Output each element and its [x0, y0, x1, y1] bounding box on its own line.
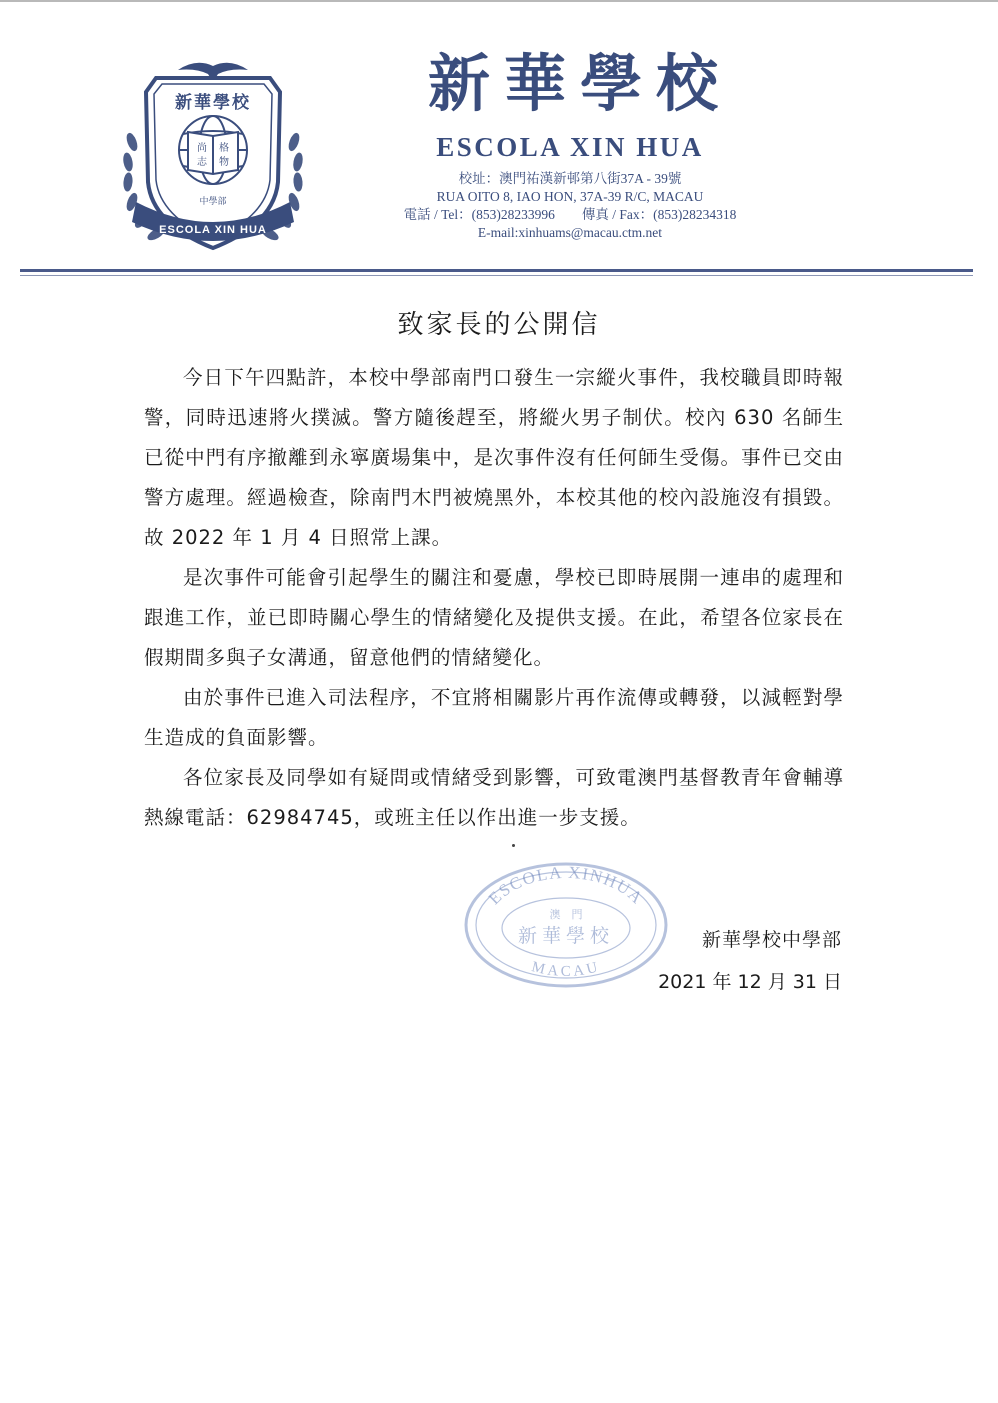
- seal-center-small: 澳 門: [549, 908, 583, 921]
- paragraph-4: 各位家長及同學如有疑問或情緒受到影響，可致電澳門基督教青年會輔導熱線電話：62984745，或班主任以作出進一步支援。: [144, 766, 844, 829]
- top-edge-line: [0, 0, 998, 2]
- stray-dot: [512, 844, 515, 847]
- address-chinese: 校址：澳門祐漢新邨第八街37A - 39號: [458, 171, 682, 186]
- seal-bottom-text: MACAU: [529, 959, 603, 980]
- letter-date: 2021 年 12 月 31 日: [658, 971, 842, 993]
- phone-fax: 電話 / Tel：(853)28233996 傳真 / Fax：(853)28234318: [403, 207, 737, 222]
- school-name-chinese: 新華學校: [427, 47, 732, 120]
- book-char-3: 格: [219, 143, 229, 154]
- header-divider-thin: [20, 275, 973, 276]
- email-address: E-mail:xinhuams@macau.ctm.net: [477, 225, 663, 240]
- book-char-1: 尚: [197, 143, 207, 154]
- school-crest-logo: [118, 52, 308, 256]
- crest-name-zh: 新華學校: [175, 93, 251, 113]
- address-portuguese: RUA OITO 8, IAO HON, 37A-39 R/C, MACAU: [436, 189, 704, 204]
- svg-text:ESCOLA XINHUA: [485, 863, 648, 908]
- signature-school-division: 新華學校中學部: [701, 929, 842, 951]
- book-char-2: 志: [197, 157, 207, 168]
- letter-body: [144, 358, 844, 838]
- book-icon: [188, 132, 238, 174]
- header-divider-thick: [20, 269, 973, 272]
- crest-division: 中學部: [199, 197, 227, 207]
- svg-text:MACAU: [530, 959, 602, 980]
- book-char-4: 物: [219, 157, 229, 168]
- school-name-portuguese: ESCOLA XIN HUA: [436, 132, 704, 162]
- letter-title: 致家長的公開信: [397, 310, 601, 340]
- paragraph-1: 今日下午四點許，本校中學部南門口發生一宗縱火事件，我校職員即時報警，同時迅速將火撲滅。警方隨後趕至，將縱火男子制伏。校內 630 名師生已從中門有序撤離到永寧廣場集中，是次事件沒有任何師生受傷。事件已交由警方處理。經過檢查，除南門木門被燒黑外，本校其他的校內設施沒有損毀。故 2022 年 1 月 4 日照常上課。: [144, 366, 844, 549]
- paragraph-3: 由於事件已進入司法程序，不宜將相關影片再作流傳或轉發，以減輕對學生造成的負面影響。: [144, 686, 844, 749]
- paragraph-2: 是次事件可能會引起學生的關注和憂慮，學校已即時展開一連串的處理和跟進工作，並已即時關心學生的情緒變化及提供支援。在此，希望各位家長在假期間多與子女溝通，留意他們的情緒變化。: [144, 566, 844, 669]
- crest-ribbon-text: ESCOLA XIN HUA: [159, 224, 267, 236]
- seal-top-text: ESCOLA XINHUA: [484, 862, 648, 909]
- seal-center-text: 新華學校: [517, 925, 615, 947]
